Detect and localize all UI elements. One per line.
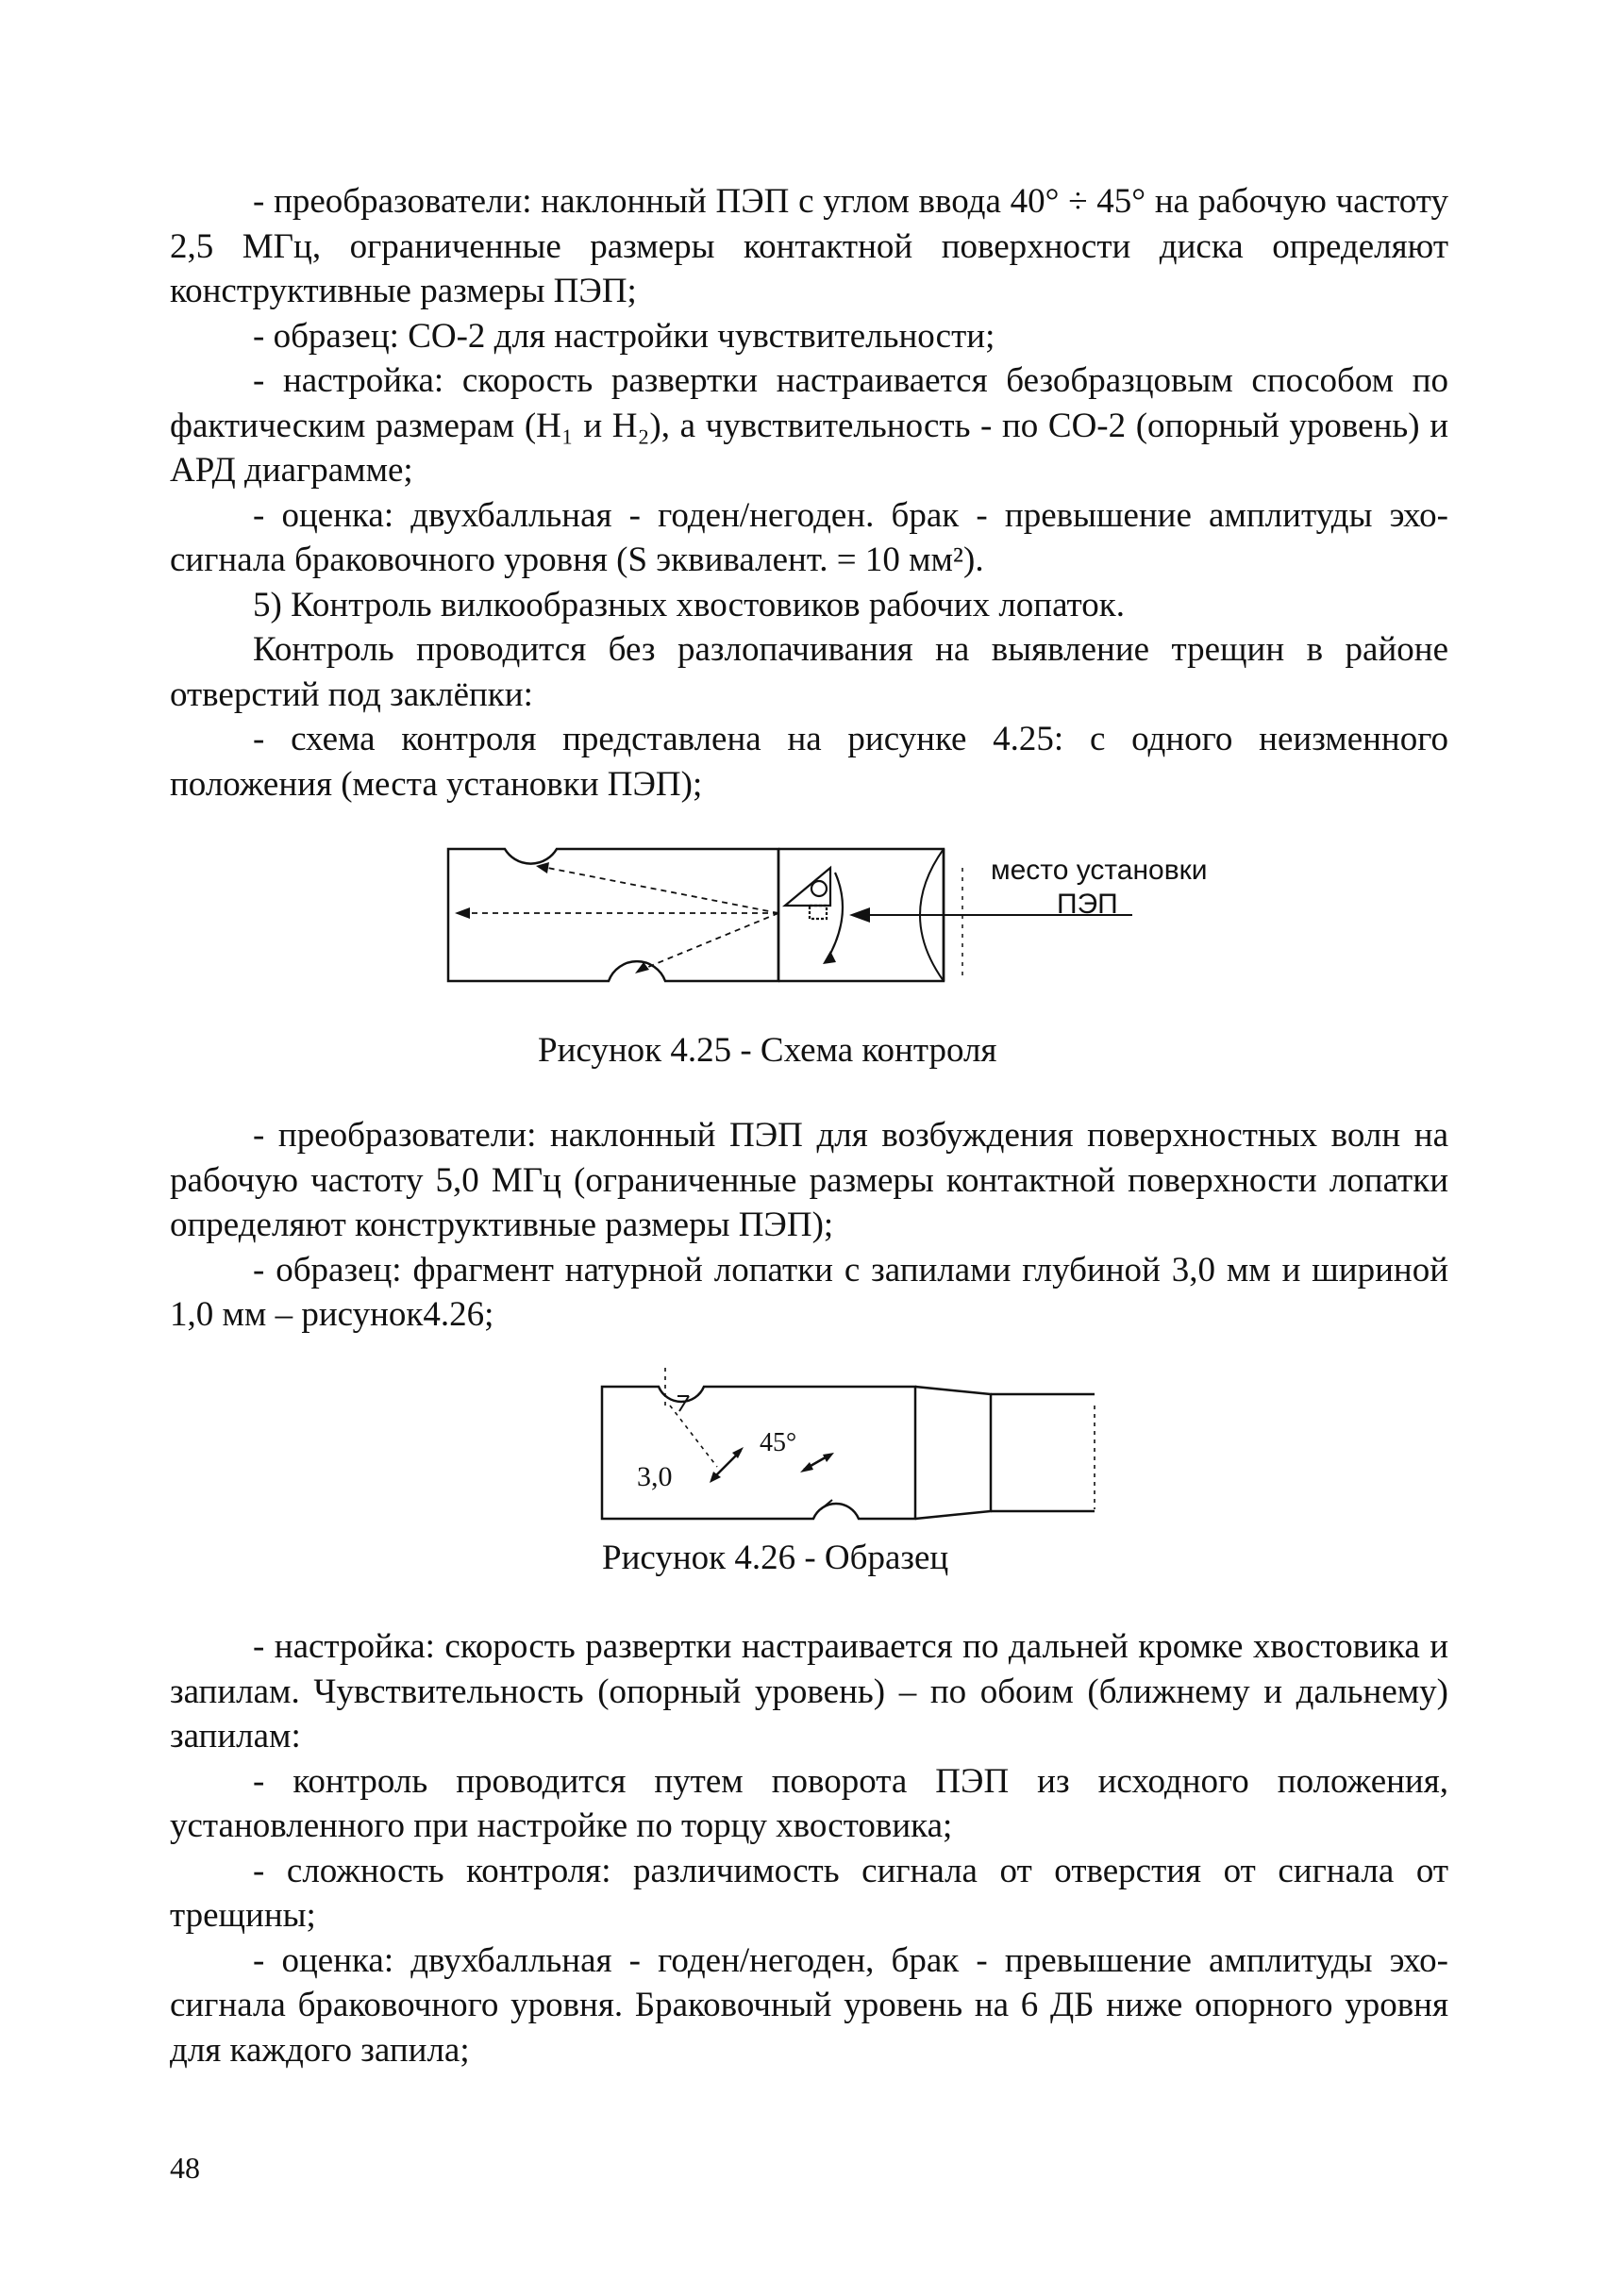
transducer-location-label-2: ПЭП: [1057, 889, 1118, 920]
figure-4-26-diagram: [594, 1368, 1123, 1528]
arrow-head: [455, 907, 470, 919]
paragraph: - схема контроля представлена на рисунке 4.25: с одного неизменного положения (места установки ПЭП);: [170, 720, 1448, 804]
paragraph: Контроль проводится без разлопачивания на выявление трещин в районе отверстий под заклёпки:: [170, 630, 1448, 714]
sample-outline: [602, 1387, 915, 1519]
paragraph: - настройка: скорость развертки настраивается по дальней кромке хвостовика и запилам. Чувствительность (опорный уровень) – по обоим (ближнему и дальнему) запилам:: [170, 1627, 1448, 1755]
angle-label: 45°: [760, 1428, 797, 1457]
arrow-head: [849, 907, 870, 923]
figure-4-25-diagram: [434, 830, 1246, 1000]
text-section-a: [170, 179, 1448, 807]
paragraph: - контроль проводится путем поворота ПЭП из исходного положения, установленного при настройке по торцу хвостовика;: [170, 1761, 1448, 1845]
paragraph: - образец: фрагмент натурной лопатки с запилами глубиной 3,0 мм и шириной 1,0 мм – рисунок4.26;: [170, 1250, 1448, 1334]
paragraph: - сложность контроля: различимость сигнала от отверстия от сигнала от трещины;: [170, 1851, 1448, 1935]
beam-line: [538, 866, 778, 913]
depth-label: 3,0: [637, 1461, 673, 1492]
beam-line: [637, 913, 778, 972]
paragraph: - образец: СО-2 для настройки чувствительности;: [253, 316, 995, 356]
page-number: 48: [170, 2151, 200, 2185]
paragraph: - преобразователи: наклонный ПЭП для возбуждения поверхностных волн на рабочую частоту 5,0 МГц (ограниченные размеры контактной поверхности лопатки определяют конструктивные размеры ПЭП);: [170, 1116, 1448, 1244]
blade-shank-outline: [448, 849, 778, 981]
paragraph: - оценка: двухбалльная - годен/негоден, брак - превышение амплитуды эхо-сигнала браковочного уровня. Браковочный уровень на 6 ДБ ниже опорного уровня для каждого запила;: [170, 1940, 1448, 2070]
text-section-c: [170, 1624, 1448, 2072]
paragraph: - оценка: двухбалльная - годен/негоден. брак - превышение амплитуды эхо-сигнала браковочного уровня (S эквивалент. = 10 мм²).: [170, 495, 1448, 579]
paragraph: - настройка: скорость развертки настраивается безобразцовым способом по фактическим размерам (Н₁ и Н₂), а чувствительность - по СО-2 (опорный уровень) и АРД диаграмме;: [170, 361, 1448, 490]
transducer-location-label: место установки: [991, 855, 1208, 886]
paragraph: - преобразователи: наклонный ПЭП с углом ввода 40° ÷ 45° на рабочую частоту 2,5 МГц, ограниченные размеры контактной поверхности диска определяют конструктивные размеры ПЭП;: [170, 182, 1448, 310]
text-section-b: [170, 1113, 1448, 1338]
figure-4-26-caption: Рисунок 4.26 - Образец: [602, 1539, 949, 1577]
paragraph: 5) Контроль вилкообразных хвостовиков рабочих лопаток.: [253, 585, 1125, 624]
figure-4-25-caption: Рисунок 4.25 - Схема контроля: [538, 1031, 997, 1070]
transducer-icon: [785, 868, 843, 962]
